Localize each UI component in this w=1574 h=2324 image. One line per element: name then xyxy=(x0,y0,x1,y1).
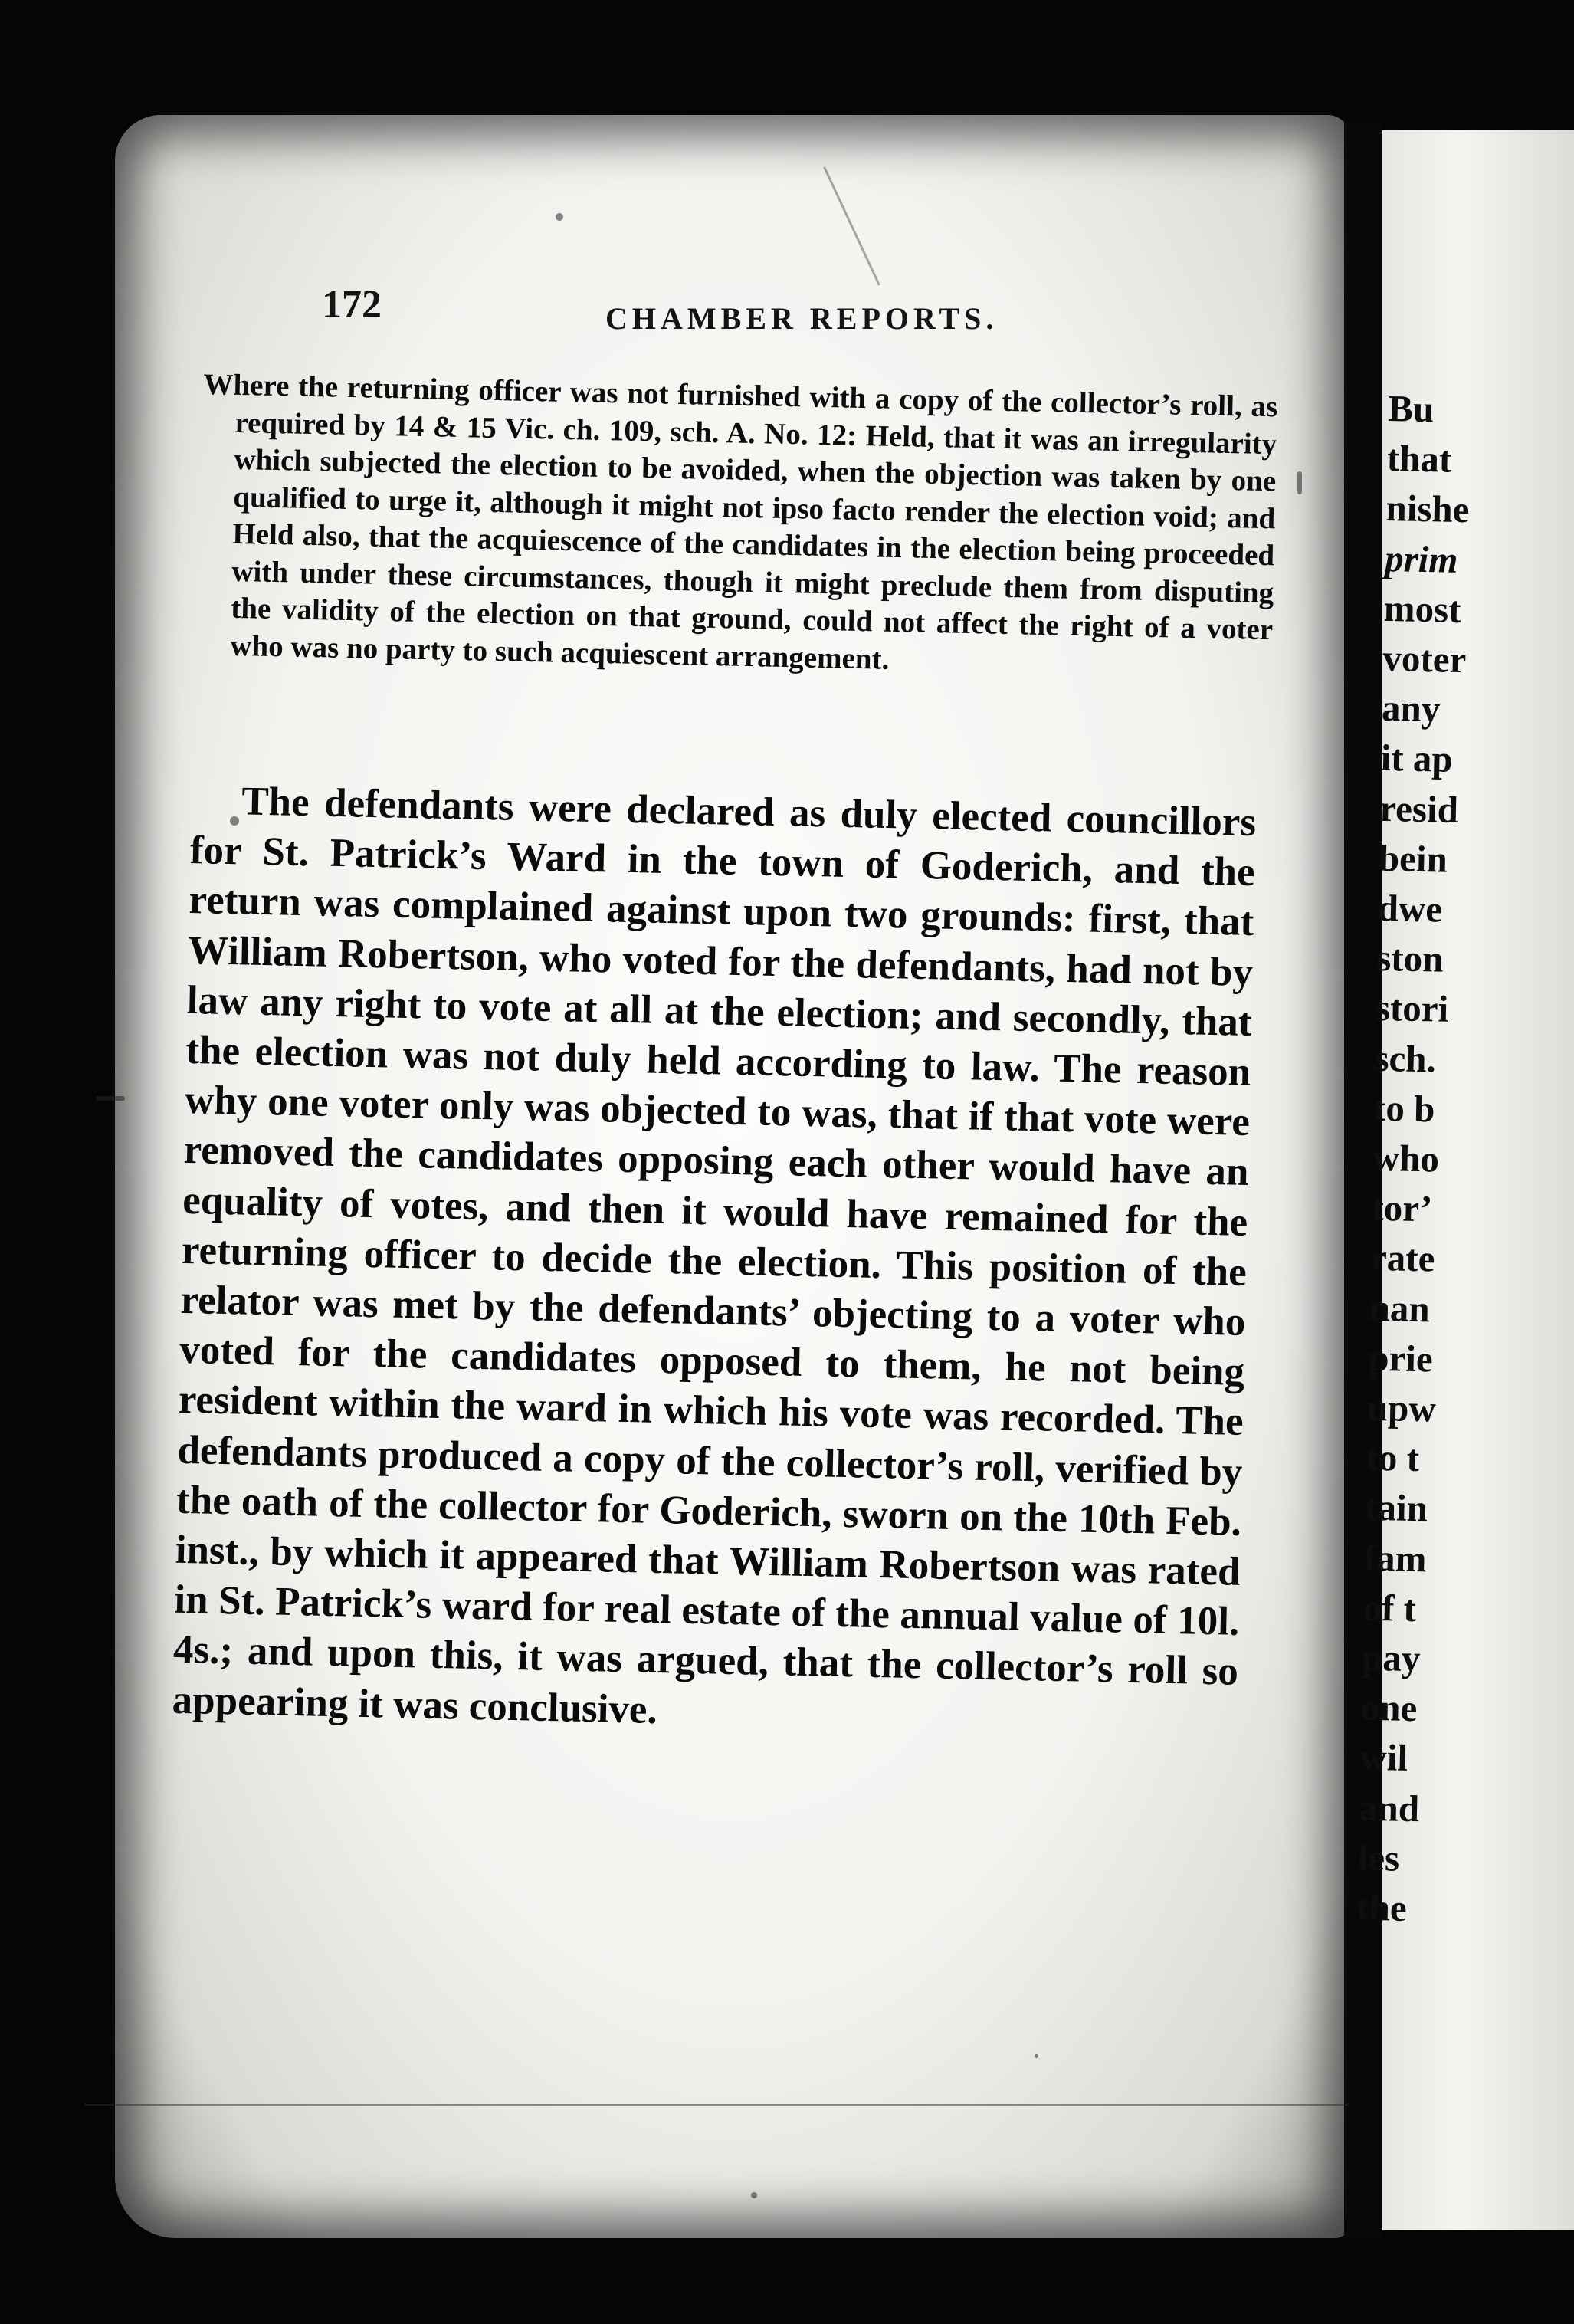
scan-rule xyxy=(84,2104,1349,2106)
facing-page-text xyxy=(1356,383,1572,1936)
facing-line-start: prie xyxy=(1367,1336,1434,1380)
facing-line-start: Bu xyxy=(1387,386,1435,431)
facing-line-start: who xyxy=(1372,1136,1440,1180)
facing-line-start: nan xyxy=(1369,1286,1431,1331)
facing-line-start: to b xyxy=(1372,1086,1436,1131)
facing-line-start: pay xyxy=(1361,1636,1422,1680)
scan-speck xyxy=(230,816,239,826)
facing-line-start: prim xyxy=(1384,537,1459,581)
scan-speck xyxy=(96,1096,125,1101)
facing-line-start: bein xyxy=(1378,836,1448,881)
facing-line-start: it ap xyxy=(1380,737,1454,781)
facing-line-start: nishe xyxy=(1385,487,1471,531)
facing-line-start: ston xyxy=(1376,937,1444,980)
facing-line-start: the xyxy=(1356,1886,1408,1930)
facing-line-start: les xyxy=(1357,1836,1400,1879)
facing-line-start: voter xyxy=(1382,636,1467,681)
facing-line-start: stori xyxy=(1375,986,1449,1031)
facing-line-start: any xyxy=(1381,687,1441,730)
scan-speck xyxy=(556,213,563,221)
body-text: The defendants were declared as duly elected councillors for St. Patrick’s Ward in the town of Goderich, and the return was complained against upon two grounds: first, that William Robertson, who voted for the defendants, had not by law any right to vote at all at the election; and secondly, that the election was not duly held according to law. The reason why one voter only was objected to was, that if that vote were removed the candidates opposing each other would have an equality of votes, and then it would have remained for the returning officer to decide the election. This position of the relator was met by the defendants’ objecting to a voter who voted for the candidates opposed to them, he not being resident within the ward in which his vote was recorded. The defendants produced a copy of the collector’s roll, verified by the oath of the collector for Goderich, sworn on the 10th Feb. inst., by which it appeared that William Robertson was rated in St. Patrick’s ward for real estate of the annual value of 10l. 4s.; and upon this, it was argued, that the collector’s roll so appearing it was conclusive. xyxy=(172,779,1257,1732)
facing-line-start: that xyxy=(1386,437,1452,481)
running-head: CHAMBER REPORTS. xyxy=(605,301,999,336)
facing-line-start: upw xyxy=(1366,1386,1437,1430)
facing-line-start: and xyxy=(1358,1786,1420,1830)
scan-speck xyxy=(1035,2054,1038,2058)
facing-line-start: one xyxy=(1360,1686,1418,1730)
scan-speck xyxy=(751,2192,757,2198)
facing-line-start: resid xyxy=(1379,786,1459,831)
facing-line-start: tor’ xyxy=(1370,1187,1433,1230)
facing-line-start: to t xyxy=(1366,1436,1420,1480)
facing-line-start: sch. xyxy=(1373,1036,1437,1081)
facing-line-start: of t xyxy=(1362,1586,1417,1630)
facing-line-start: fam xyxy=(1363,1536,1428,1581)
scan-speck xyxy=(1297,471,1302,494)
facing-line-start: tain xyxy=(1364,1486,1428,1530)
facing-line-start: wil xyxy=(1359,1736,1408,1780)
facing-line-start: rate xyxy=(1369,1236,1435,1280)
facing-line-start: dwe xyxy=(1377,886,1443,931)
headnote: Where the returning officer was not furnished with a copy of the collector’s roll, as required by 14 & 15 Vic. ch. 109, sch. A. No. 12: Held, that it was an irregularity which subjected the election to be avoided, when the objection was taken by one qualified to urge it, although it might not ipso facto render the election void; and Held also, that the acquiescence of the candidates in the election being proceeded with under these circumstances, though it might preclude them from disputing the validity of the election on that ground, could not affect the right of a voter who was no party to such acquiescent arrangement. xyxy=(203,367,1278,676)
facing-line-start: most xyxy=(1383,586,1462,631)
page-number: 172 xyxy=(322,283,382,327)
